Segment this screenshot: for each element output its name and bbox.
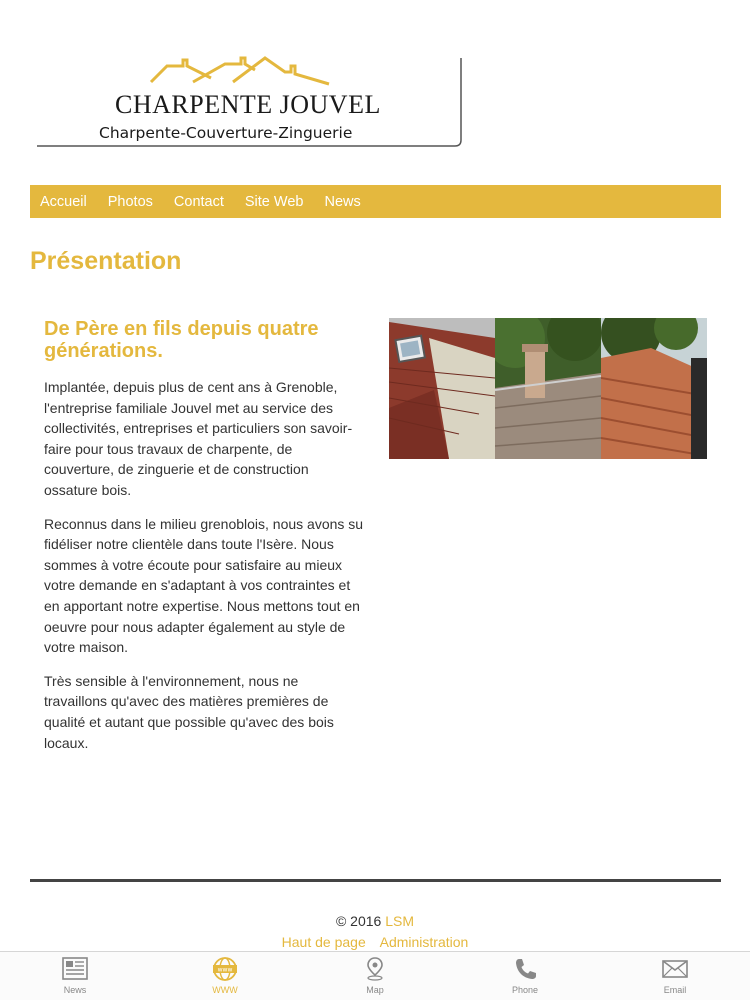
svg-text:www: www — [217, 966, 233, 974]
tab-label: WWW — [212, 985, 238, 995]
roof-photos — [389, 318, 707, 459]
roof-photo-chimney — [495, 318, 601, 459]
footer-links — [0, 934, 750, 950]
logo-subtitle: Charpente-Couverture-Zinguerie — [99, 124, 353, 142]
bottom-tab-bar — [0, 951, 750, 1000]
tab-phone[interactable] — [450, 952, 600, 1000]
main-nav — [30, 185, 721, 218]
tab-label: Phone — [511, 985, 539, 995]
logo-title: CHARPENTE JOUVEL — [115, 90, 381, 119]
nav-item-photos[interactable]: Photos — [107, 193, 153, 210]
content-paragraph: Reconnus dans le milieu grenoblois, nous avons su fidéliser notre clientèle dans toute l'Isère. Nous sommes à votre écoute pour satisfaire au mieux votre demande en s'adaptant à vos contraintes et en apportant notre expertise. Nous mettons tout en oeuvre pour nous adapter également au style de votre maison. — [44, 515, 364, 656]
nav-item-contact[interactable]: Contact — [173, 193, 224, 210]
tab-www[interactable] — [150, 952, 300, 1000]
nav-item-accueil[interactable]: Accueil — [40, 193, 87, 210]
newspaper-icon — [61, 956, 89, 982]
roof-photo-tiles — [601, 318, 707, 459]
roof-photo-skylight — [389, 318, 495, 459]
administration-link[interactable]: Administration — [379, 934, 469, 950]
copyright — [0, 913, 750, 929]
lsm-link[interactable]: LSM — [385, 913, 415, 929]
presentation-content — [44, 318, 364, 766]
map-pin-icon — [361, 956, 389, 982]
back-to-top-link[interactable]: Haut de page — [281, 934, 366, 950]
phone-icon — [511, 956, 539, 982]
tab-label: News — [63, 985, 87, 995]
site-logo — [33, 52, 465, 149]
tab-news[interactable] — [0, 952, 150, 1000]
tab-map[interactable] — [300, 952, 450, 1000]
content-subtitle: De Père en fils depuis quatre générations. — [44, 318, 319, 362]
footer-divider — [30, 879, 721, 882]
envelope-icon — [661, 956, 689, 982]
globe-icon — [211, 956, 239, 982]
nav-item-news[interactable]: News — [324, 193, 361, 210]
content-paragraph: Implantée, depuis plus de cent ans à Grenoble, l'entreprise familiale Jouvel met au service des collectivités, entreprises et particuliers son savoir-faire pour tous travaux de charpente, de couverture, de zinguerie et de construction ossature bois. — [44, 379, 353, 498]
page-title: Présentation — [30, 247, 182, 275]
copyright-text: © 2016 — [335, 913, 382, 929]
tab-email[interactable] — [600, 952, 750, 1000]
tab-label: Email — [663, 985, 687, 995]
content-paragraph: Très sensible à l'environnement, nous ne travaillons qu'avec des matières premières de qualité et autant que possible qu'avec des bois locaux. — [44, 672, 334, 751]
nav-item-site-web[interactable]: Site Web — [244, 193, 304, 210]
tab-label: Map — [366, 985, 384, 995]
